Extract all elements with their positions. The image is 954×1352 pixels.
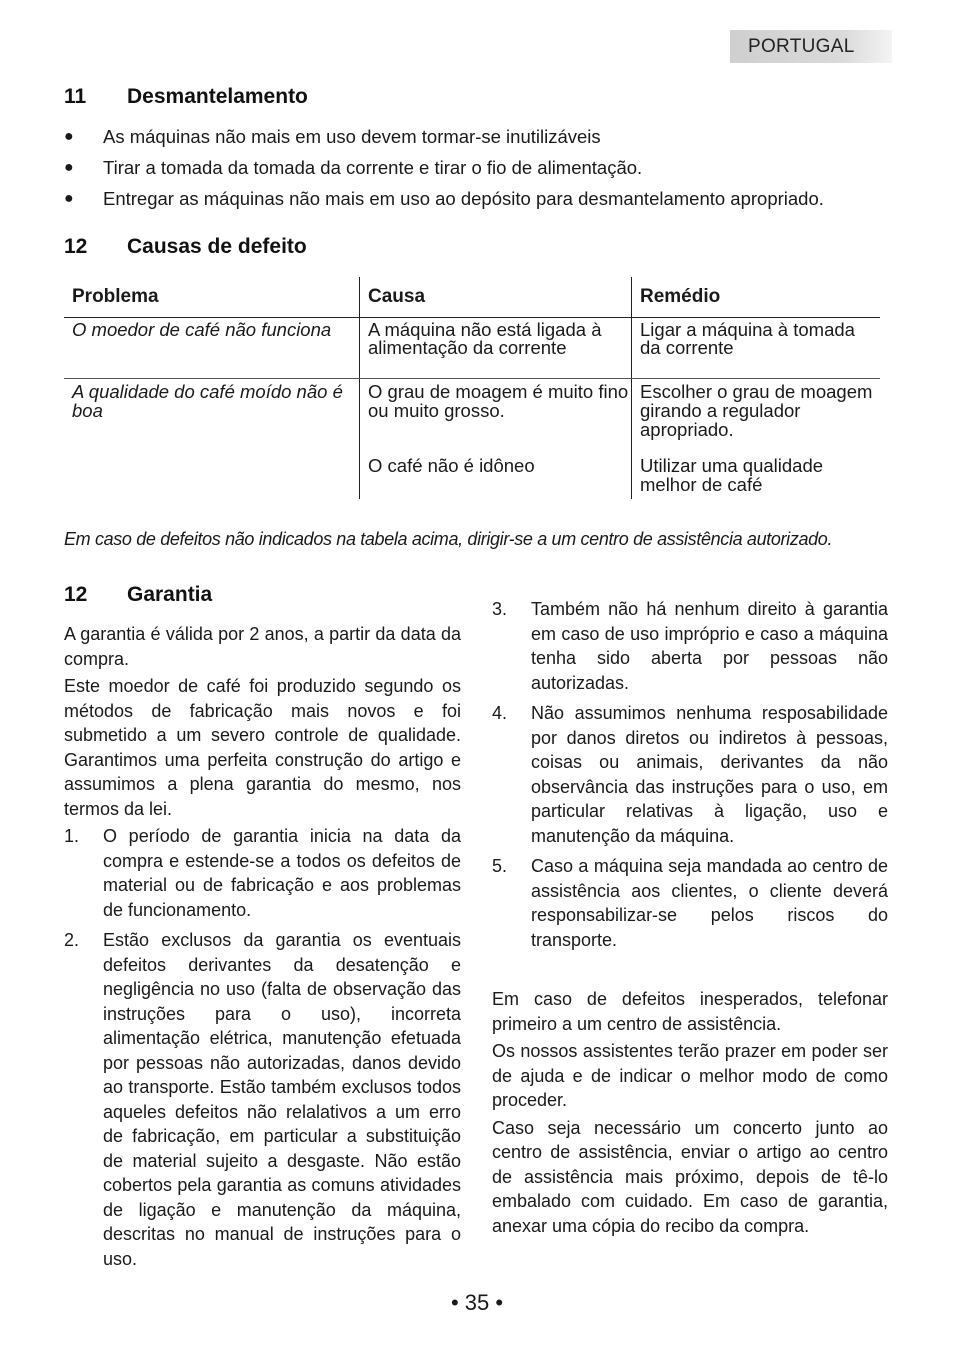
item-number: 1. — [64, 826, 80, 846]
list-item-text: As máquinas não mais em uso devem tormar-se inutilizáveis — [103, 126, 601, 147]
warranty-terms-list — [64, 824, 461, 1271]
section-number: 11 — [64, 85, 87, 108]
page-number: • 35 • — [450, 1290, 504, 1315]
bullet-icon: ● — [64, 159, 74, 176]
list-item — [492, 597, 888, 695]
item-text: Também não há nenhum direito à garantia em caso de uso impróprio e caso a máquina tenha sido aberta por pessoas não autorizadas. — [531, 599, 888, 693]
item-text: O período de garantia inicia na data da compra e estende-se a todos os defeitos de material ou de fabricação e aos problemas de funcionamento. — [103, 826, 461, 920]
item-number: 2. — [64, 930, 80, 950]
remedy-text: Utilizar uma qualidade melhor de café — [640, 454, 824, 495]
paragraph: Em caso de defeitos inesperados, telefonar primeiro a um centro de assistência. — [492, 989, 888, 1034]
disposal-list — [64, 121, 904, 214]
list-item — [492, 854, 888, 952]
section-11-heading — [64, 84, 308, 110]
troubleshooting-table — [64, 277, 880, 499]
warranty-heading — [64, 582, 212, 608]
section-title: Desmantelamento — [127, 85, 308, 108]
section-number: 12 — [64, 583, 88, 606]
item-number: 4. — [492, 703, 508, 723]
list-item-text: Entregar as máquinas não mais em uso ao depósito para desmantelamento apropriado. — [103, 188, 824, 209]
problem-cell: A qualidade do café moído não é boa — [72, 380, 343, 421]
section-title: Garantia — [127, 583, 213, 606]
paragraph: Os nossos assistentes terão prazer em poder ser de ajuda e de indicar o melhor modo de como proceder. — [492, 1041, 888, 1110]
warranty-terms-list-continued — [492, 597, 888, 952]
remedy-text: Escolher o grau de moagem girando a regulador apropriado. — [640, 380, 873, 440]
column-header-problem: Problema — [64, 277, 360, 317]
list-item — [64, 183, 904, 214]
cause-cell: A máquina não está ligada à alimentação da corrente — [360, 317, 632, 378]
warranty-left-column — [64, 622, 461, 1277]
bullet-icon: ● — [64, 190, 74, 207]
table-header-row — [64, 277, 880, 317]
paragraph: Este moedor de café foi produzido segundo os métodos de fabricação mais novos e foi submetido a um severo controle de qualidade. Garantimos uma perfeita construção do artigo e assumimos a plena garantia do mesmo, nos termos da lei. — [64, 676, 461, 819]
column-header-remedy: Remédio — [632, 277, 881, 317]
section-number: 12 — [64, 235, 88, 258]
assistance-text — [492, 987, 888, 1241]
section-12-heading — [64, 234, 307, 260]
table-note: Em caso de defeitos não indicados na tabela acima, dirigir-se a um centro de assistência autorizado. — [64, 529, 833, 549]
table-row — [64, 378, 880, 499]
item-number: 5. — [492, 856, 508, 876]
cause-text: O café não é idôneo — [368, 454, 535, 476]
section-title: Causas de defeito — [127, 235, 307, 258]
remedy-cell: Ligar a máquina à tomada da corrente — [632, 317, 881, 378]
list-item — [64, 928, 461, 1271]
list-item — [64, 152, 904, 183]
list-item — [492, 701, 888, 848]
item-text: Estão exclusos da garantia os eventuais defeitos derivantes da desatenção e negligência no uso (falta de observação das instruções para o uso), incorreta alimentação elétrica, manutenção efetuada por pessoas não autorizadas, danos devido ao transporte. Estão também exclusos todos aqueles defeitos não relalativos a um erro de fabricação, em particular a substituição de material sujeito a desgaste. Não estão cobertos pela garantia as comuns atividades de ligação e manutenção da máquina, descritas no manual de instruções para o uso. — [103, 930, 461, 1269]
paragraph: Caso seja necessário um concerto junto ao centro de assistência, enviar o artigo ao centro de assistência mais próximo, depois de tê-lo embalado com cuidado. Em caso de garantia, anexar uma cópia do recibo da compra. — [492, 1117, 888, 1236]
item-number: 3. — [492, 599, 508, 619]
table-row — [64, 317, 880, 378]
bullet-icon: ● — [64, 128, 74, 145]
cause-cell — [360, 378, 632, 499]
language-tab: PORTUGAL — [730, 30, 892, 63]
item-text: Caso a máquina seja mandada ao centro de assistência aos clientes, o cliente deverá responsabilizar-se pelos riscos do transporte. — [531, 856, 888, 950]
problem-cell: O moedor de café não funciona — [64, 317, 360, 378]
list-item — [64, 121, 904, 152]
remedy-cell — [632, 378, 881, 499]
list-item-text: Tirar a tomada da tomada da corrente e tirar o fio de alimentação. — [103, 157, 643, 178]
warranty-right-column — [492, 597, 888, 958]
column-header-cause: Causa — [360, 277, 632, 317]
cause-text: O grau de moagem é muito fino ou muito grosso. — [368, 380, 629, 421]
item-text: Não assumimos nenhuma resposabilidade por danos diretos ou indiretos à pessoas, coisas ou animais, derivantes da não observância das instruções para o uso, em particular relativas à ligação, uso e manutenção da máquina. — [531, 703, 888, 846]
paragraph: A garantia é válida por 2 anos, a partir da data da compra. — [64, 624, 461, 669]
list-item — [64, 824, 461, 922]
